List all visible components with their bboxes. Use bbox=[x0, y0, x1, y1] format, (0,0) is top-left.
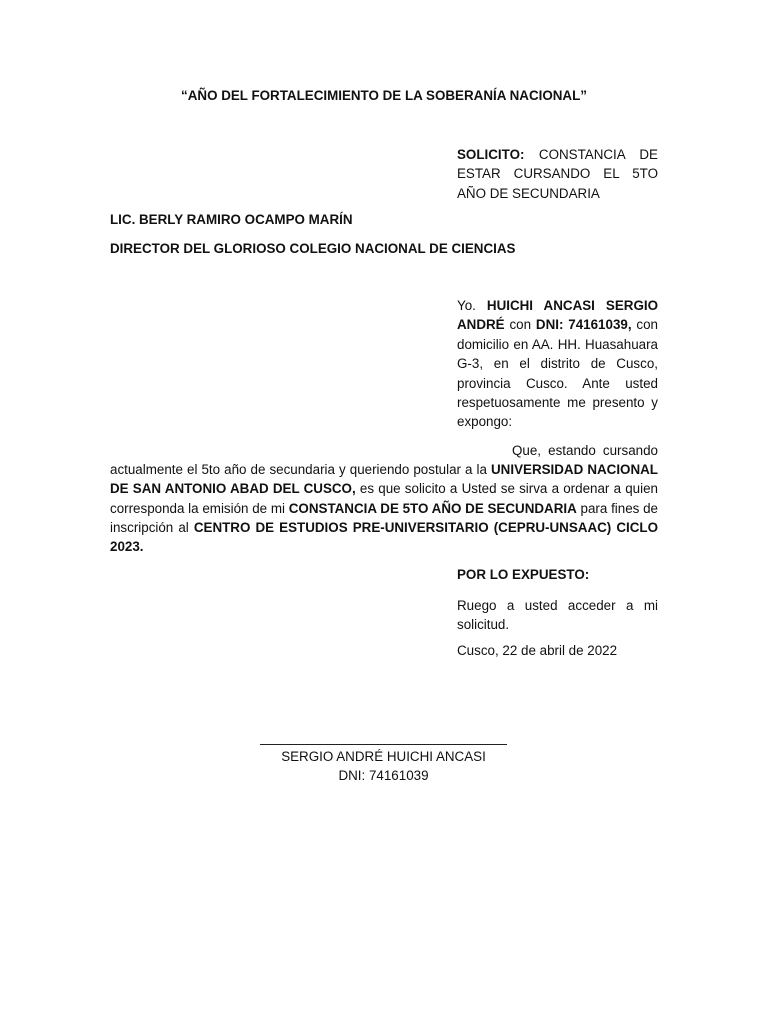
certificate-name: CONSTANCIA DE 5TO AÑO DE SECUNDARIA bbox=[288, 500, 577, 516]
body-p3: para fines de inscripción al bbox=[110, 500, 658, 535]
signature-name: SERGIO ANDRÉ HUICHI ANCASI bbox=[281, 749, 486, 764]
place-date: Cusco, 22 de abril de 2022 bbox=[457, 643, 618, 658]
intro-rest: con domicilio en AA. HH. Huasahuara G-3, en el distrito de Cusco, provincia Cusco. Ante usted respetuosamente me presento y expongo: bbox=[457, 317, 659, 430]
ruego-text: Ruego a usted acceder a mi solicitud. bbox=[457, 598, 658, 633]
body-paragraph bbox=[110, 441, 658, 556]
addressee-name: LIC. BERLY RAMIRO OCAMPO MARÍN bbox=[110, 212, 353, 227]
signature-dni: DNI: 74161039 bbox=[338, 768, 429, 783]
body-p1: Que, estando cursando actualmente el 5to año de secundaria y queriendo postular a la bbox=[110, 443, 658, 478]
student-name: HUICHI ANCASI SERGIO ANDRÉ bbox=[457, 298, 659, 333]
request-text: CONSTANCIA DE ESTAR CURSANDO EL 5TO AÑO DE SECUNDARIA bbox=[457, 147, 658, 201]
student-dni: DNI: 74161039, bbox=[535, 317, 632, 333]
university-name: UNIVERSIDAD NACIONAL DE SAN ANTONIO ABAD DEL CUSCO, bbox=[110, 462, 658, 497]
intro-paragraph bbox=[457, 296, 658, 432]
signature-line bbox=[260, 744, 507, 745]
center-name: CENTRO DE ESTUDIOS PRE-UNIVERSITARIO (CEPRU-UNSAAC) CICLO 2023. bbox=[110, 519, 658, 555]
intro-con: con bbox=[504, 317, 536, 333]
body-p2: es que solicito a Usted se sirva a ordenar a quien corresponda la emisión de mi bbox=[110, 481, 659, 516]
por-lo-expuesto: POR LO EXPUESTO: bbox=[457, 567, 590, 582]
request-subject bbox=[457, 145, 658, 203]
year-motto: “AÑO DEL FORTALECIMIENTO DE LA SOBERANÍA NACIONAL” bbox=[181, 88, 587, 103]
intro-yo: Yo. bbox=[457, 298, 487, 313]
addressee-position: DIRECTOR DEL GLORIOSO COLEGIO NACIONAL DE CIENCIAS bbox=[110, 241, 516, 256]
request-label: SOLICITO: bbox=[457, 147, 525, 162]
